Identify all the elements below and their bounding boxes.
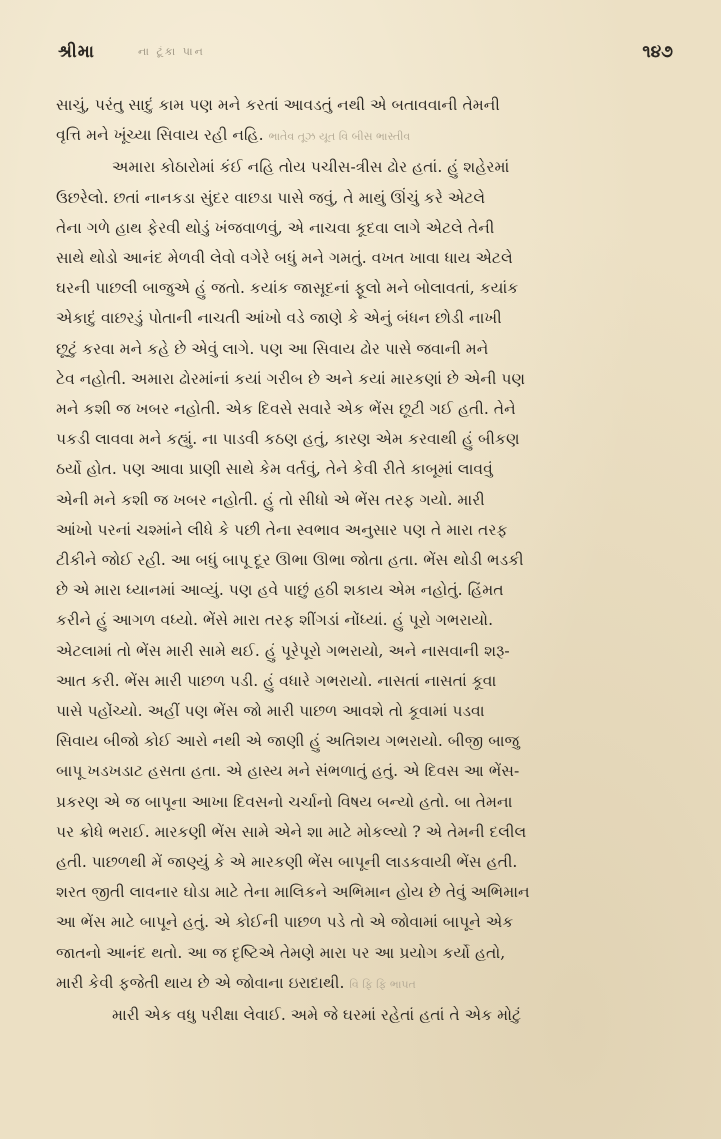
text-line: ઉછરેલો. છતાં નાનકડા સુંદર વાછડા પાસે જવું, તે માથું ઊંચું કરે એટલે xyxy=(56,188,486,207)
text-line: છૂટું કરવા મને કહે છે એવું લાગે. પણ આ સિવાય ઢોર પાસે જવાની મને xyxy=(56,339,489,358)
running-title: શ્રીમા xyxy=(58,42,95,62)
text-line: પ્રકરણ એ જ બાપૂના આખા દિવસનો ચર્ચાનો વિષય બન્યો હતો. બા તેમના xyxy=(56,792,513,811)
text-line: આ ભેંસ માટે બાપૂને હતું. એ કોઈની પાછળ પડે તો એ જોવામાં બાપૂને એક xyxy=(56,913,514,932)
text-line: બાપૂ ખડખડાટ હસતા હતા. એ હાસ્ય મને સંભળાતું હતું. એ દિવસ આ ભેંસ- xyxy=(56,762,520,781)
text-line: કરીને હું આગળ વધ્યો. ભેંસે મારા તરફ શીંગડાં નોંધ્યાં. હું પૂરો ગભરાયો. xyxy=(56,611,494,630)
text-line: ઠર્યો હોત. પણ આવા પ્રાણી સાથે કેમ વર્તવું, તેને કેવી રીતે કાબૂમાં લાવવું xyxy=(56,460,493,479)
text-line: એની મને કશી જ ખબર નહોતી. હું તો સીધો એ ભેંસ તરફ ગયો. મારી xyxy=(56,490,485,509)
text-line: ટેવ નહોતી. અમારા ઢોરમાંનાં કયાં ગરીબ છે અને કયાં મારકણાં છે એની પણ xyxy=(56,369,526,388)
text-line: પર ક્રોધે ભરાઈ. મારકણી ભેંસ સામે એને શા માટે મોકલ્યો ? એ તેમની દલીલ xyxy=(56,822,527,841)
text-line: છે એ મારા ધ્યાનમાં આવ્યું. પણ હવે પાછું હઠી શકાય એમ નહોતું. હિંમત xyxy=(56,581,504,600)
text-line: અમારા કોઠારોમાં કંઈ નહિ તોય પચીસ-ત્રીસ ઢોર હતાં. હું શહેરમાં xyxy=(112,158,510,177)
text-line: પાસે પહોંચ્યો. અહીં પણ ભેંસ જો મારી પાછળ આવશે તો કૂવામાં પડવા xyxy=(56,702,485,721)
paragraph-3 xyxy=(56,1000,675,1030)
text-line: સિવાય બીજો કોઈ આરો નથી એ જાણી હું અતિશય ગભરાયો. બીજી બાજુ xyxy=(56,732,520,751)
text-line: સાચું, પરંતુ સાદું કામ પણ મને કરતાં આવડતું નથી એ બતાવવાની તેમની xyxy=(56,96,500,114)
faint-marks: વિ ફિ ફિ ભાપત xyxy=(349,977,416,991)
text-line: મારી એક વધુ પરીક્ષા લેવાઈ. અમે જે ઘરમાં રહેતાં હતાં તે એક મોટું xyxy=(112,1006,522,1025)
text-line: ટીકીને જોઈ રહી. આ બધું બાપૂ દૂર ઊભા ઊભા જોતા હતા. ભેંસ થોડી ભડકી xyxy=(56,551,524,570)
running-head xyxy=(58,42,673,68)
text-line: એટલામાં તો ભેંસ મારી સામે થઈ. હું પૂરેપૂરો ગભરાયો, અને નાસવાની શરૂ- xyxy=(56,641,510,660)
text-line: શરત જીતી લાવનાર ઘોડા માટે તેના માલિકને અભિમાન હોય છે તેવું અભિમાન xyxy=(56,883,530,902)
body-text xyxy=(56,90,675,1030)
text-line: આંખો પરનાં ચશ્માંને લીધે કે પછી તેના સ્વભાવ અનુસાર પણ તે મારા તરફ xyxy=(56,520,508,539)
text-line: હતી. પાછળથી મેં જાણ્યું કે એ મારકણી ભેંસ બાપૂની લાડકવાયી ભેંસ હતી. xyxy=(56,853,518,872)
text-line: પકડી લાવવા મને કહ્યું. ના પાડવી કઠણ હતું, કારણ એમ કરવાથી હું બીકણ xyxy=(56,430,520,449)
page-number: ૧૪૭ xyxy=(642,42,673,62)
text-line: વૃત્તિ મને ખૂંચ્યા સિવાય રહી નહિ. xyxy=(56,126,264,145)
running-subtitle: ના ટૂંકા પાન xyxy=(138,45,205,58)
text-line: જાતનો આનંદ થતો. આ જ દૃષ્ટિએ તેમણે મારા પર આ પ્રયોગ કર્યો હતો, xyxy=(56,943,506,962)
text-line: આત કરી. ભેંસ મારી પાછળ પડી. હું વધારે ગભરાયો. નાસતાં નાસતાં કૂવા xyxy=(56,671,497,690)
text-line: તેના ગળે હાથ ફેરવી થોડું ખંજવાળવું, એ નાચવા કૂદવા લાગે એટલે તેની xyxy=(56,218,495,237)
text-line: એકાદું વાછરડું પોતાની નાચતી આંખો વડે જાણે કે એનું બંધન છોડી નાખી xyxy=(56,309,502,328)
text-line: મારી કેવી ફજેતી થાય છે એ જોવાના ઇરાદાથી. xyxy=(56,973,345,992)
paragraph-2 xyxy=(56,152,675,1000)
faint-marks: ભાતેવ તૂઝ યૂત વિ બીસ ભાસ્તીવ xyxy=(268,130,411,144)
text-line: સાથે થોડો આનંદ મેળવી લેવો વગેરે બધું મને ગમતું. વખત ખાવા ધાય એટલે xyxy=(56,249,513,268)
text-line: મને કશી જ ખબર નહોતી. એક દિવસે સવારે એક ભેંસ છૂટી ગઈ હતી. તેને xyxy=(56,400,516,419)
paragraph-1 xyxy=(56,90,675,152)
text-line: ઘરની પાછલી બાજુએ હું જતો. કયાંક જાસૂદનાં ફૂલો મને બોલાવતાં, કયાંક xyxy=(56,279,519,298)
